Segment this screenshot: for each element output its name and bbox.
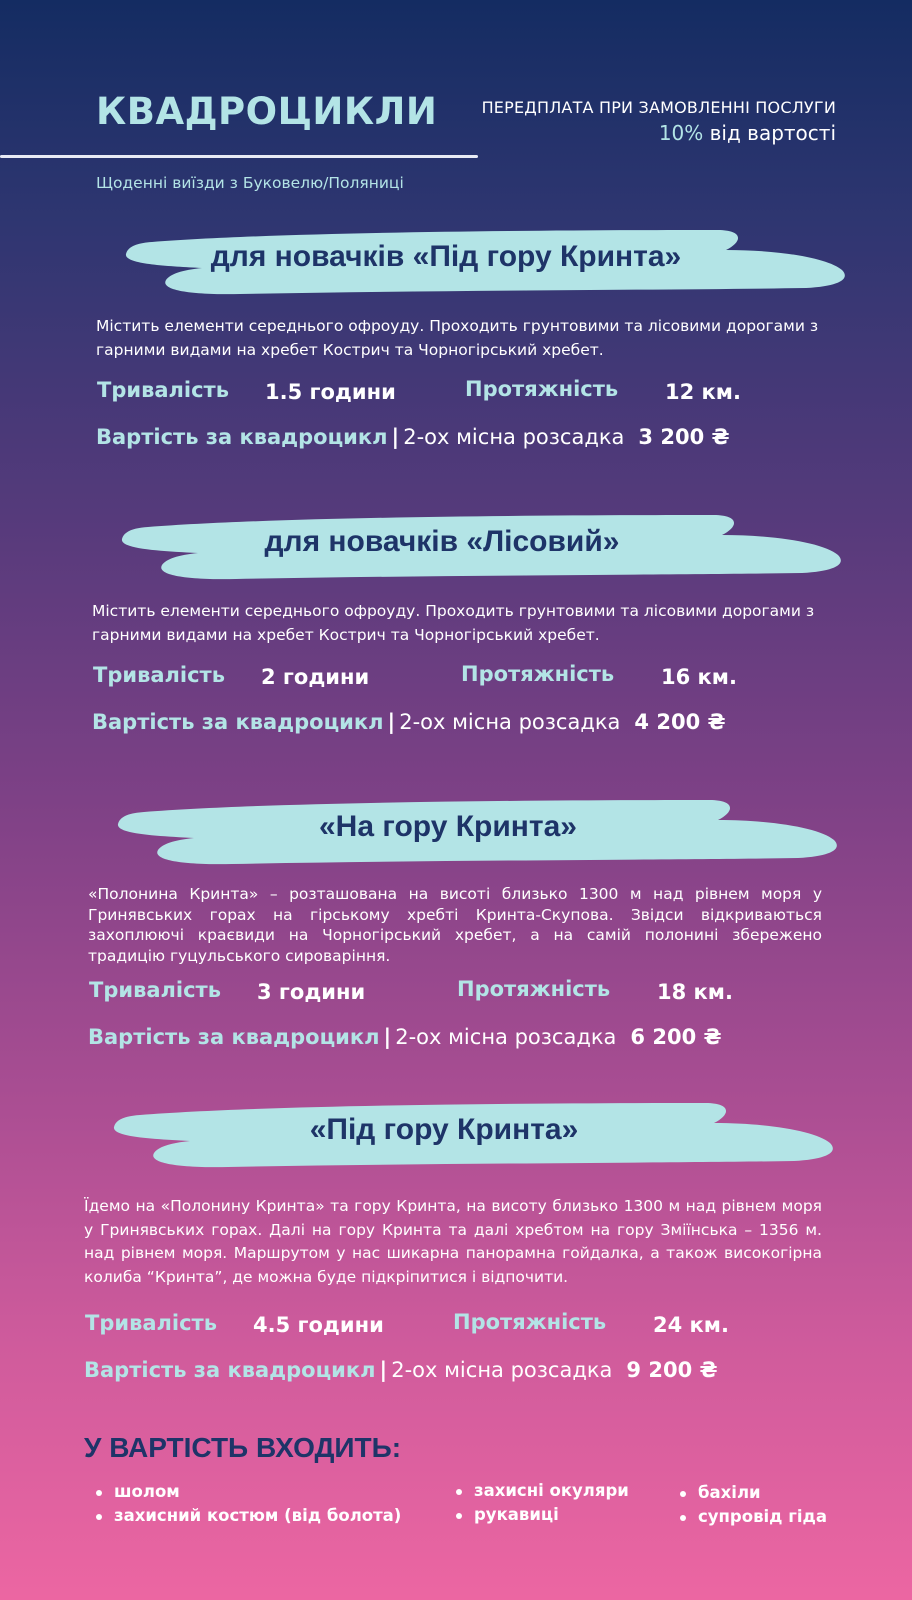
list-item: захисний костюм (від болота) [92, 1504, 401, 1528]
prepay-rest: від вартості [709, 121, 836, 145]
duration-label: Тривалість [93, 663, 226, 687]
price-separator: | [379, 1358, 388, 1382]
distance-value: 16 км. [661, 665, 737, 689]
distance-value: 18 км. [657, 980, 733, 1004]
tour-title: для новачків «Лісовий» [264, 525, 620, 558]
seating-text: 2-ох місна розсадка [403, 425, 625, 449]
price-value: 4 200 ₴ [634, 710, 726, 734]
price-separator: | [387, 710, 396, 734]
duration-value: 1.5 години [265, 380, 396, 404]
price-row [88, 1025, 722, 1049]
price-label: Вартість за квадроцикл [92, 710, 384, 734]
included-list-col1 [92, 1480, 401, 1528]
page-subtitle: Щоденні виїзди з Буковелю/Поляниці [96, 174, 404, 192]
price-value: 9 200 ₴ [626, 1358, 718, 1382]
duration-label: Тривалість [89, 978, 222, 1002]
list-item: захисні окуляри [452, 1479, 629, 1503]
included-list-col3 [676, 1481, 827, 1529]
tour-title: «Під гору Кринта» [309, 1113, 579, 1146]
duration-label: Тривалість [97, 378, 230, 402]
price-value: 3 200 ₴ [638, 425, 730, 449]
price-row [84, 1358, 718, 1382]
tour-title: для новачків «Під гору Кринта» [210, 240, 682, 273]
price-value: 6 200 ₴ [630, 1025, 722, 1049]
distance-value: 12 км. [665, 380, 741, 404]
seating-text: 2-ох місна розсадка [395, 1025, 617, 1049]
tour-card-3 [0, 798, 912, 1049]
list-item: бахіли [676, 1481, 827, 1505]
price-label: Вартість за квадроцикл [96, 425, 388, 449]
title-underline [0, 155, 478, 158]
prepay-percent: 10% [658, 121, 704, 145]
seating-text: 2-ох місна розсадка [391, 1358, 613, 1382]
distance-label: Протяжність [461, 662, 615, 686]
distance-value: 24 км. [653, 1313, 729, 1337]
tour-description: Містить елементи середнього офроуду. Проходить грунтовими та лісовими дорогами з гарними видами на хребет Кострич та Чорногірський хребет. [96, 317, 819, 359]
duration-value: 2 години [261, 665, 370, 689]
duration-value: 4.5 години [253, 1313, 384, 1337]
list-item: рукавиці [452, 1503, 629, 1527]
page-title: КВАДРОЦИКЛИ [96, 90, 438, 133]
prepay-value [482, 121, 836, 145]
duration-value: 3 години [257, 980, 366, 1004]
tour-description: Їдемо на «Полонину Кринта» та гору Кринта, на висоту близько 1300 м над рівнем моря у Гринявських горах. Далі на гору Кринта та далі хребтом на гору Зміїнська – 1356 м. над рівнем моря. Маршрутом у нас шикарна панорамна гойдалка, а також високогірна колиба “Кринта”, де можна буде підкріпитися і відпочити. [84, 1197, 822, 1286]
prepay-block [482, 98, 836, 145]
tour-card-1 [0, 228, 912, 468]
list-item: супровід гіда [676, 1505, 827, 1529]
price-label: Вартість за квадроцикл [88, 1025, 380, 1049]
tour-description: Містить елементи середнього офроуду. Проходить грунтовими та лісовими дорогами з гарними видами на хребет Кострич та Чорногірський хребет. [92, 602, 815, 644]
price-separator: | [383, 1025, 392, 1049]
tour-description: «Полонина Кринта» – розташована на висоті близько 1300 м над рівнем моря у Гринявських горах на гірському хребті Кринта-Скупова. Звідси відкриваються захоплюючі краєвиди на Чорногірський хребет, а на самій полонині збережено традицію гуцульського сироваріння. [88, 885, 822, 965]
distance-label: Протяжність [453, 1310, 607, 1334]
prepay-label: ПЕРЕДПЛАТА ПРИ ЗАМОВЛЕННІ ПОСЛУГИ [481, 98, 836, 117]
tour-card-2 [0, 513, 912, 753]
duration-label: Тривалість [85, 1311, 218, 1335]
included-list-col2 [452, 1479, 629, 1527]
price-label: Вартість за квадроцикл [84, 1358, 376, 1382]
list-item: шолом [92, 1480, 401, 1504]
distance-label: Протяжність [457, 977, 611, 1001]
tour-title: «На гору Кринта» [318, 810, 577, 843]
distance-label: Протяжність [465, 377, 619, 401]
included-title: У ВАРТІСТЬ ВХОДИТЬ: [84, 1432, 402, 1463]
price-row [92, 710, 726, 734]
price-row [96, 425, 730, 449]
tour-card-4 [0, 1101, 912, 1382]
price-separator: | [391, 425, 400, 449]
seating-text: 2-ох місна розсадка [399, 710, 621, 734]
